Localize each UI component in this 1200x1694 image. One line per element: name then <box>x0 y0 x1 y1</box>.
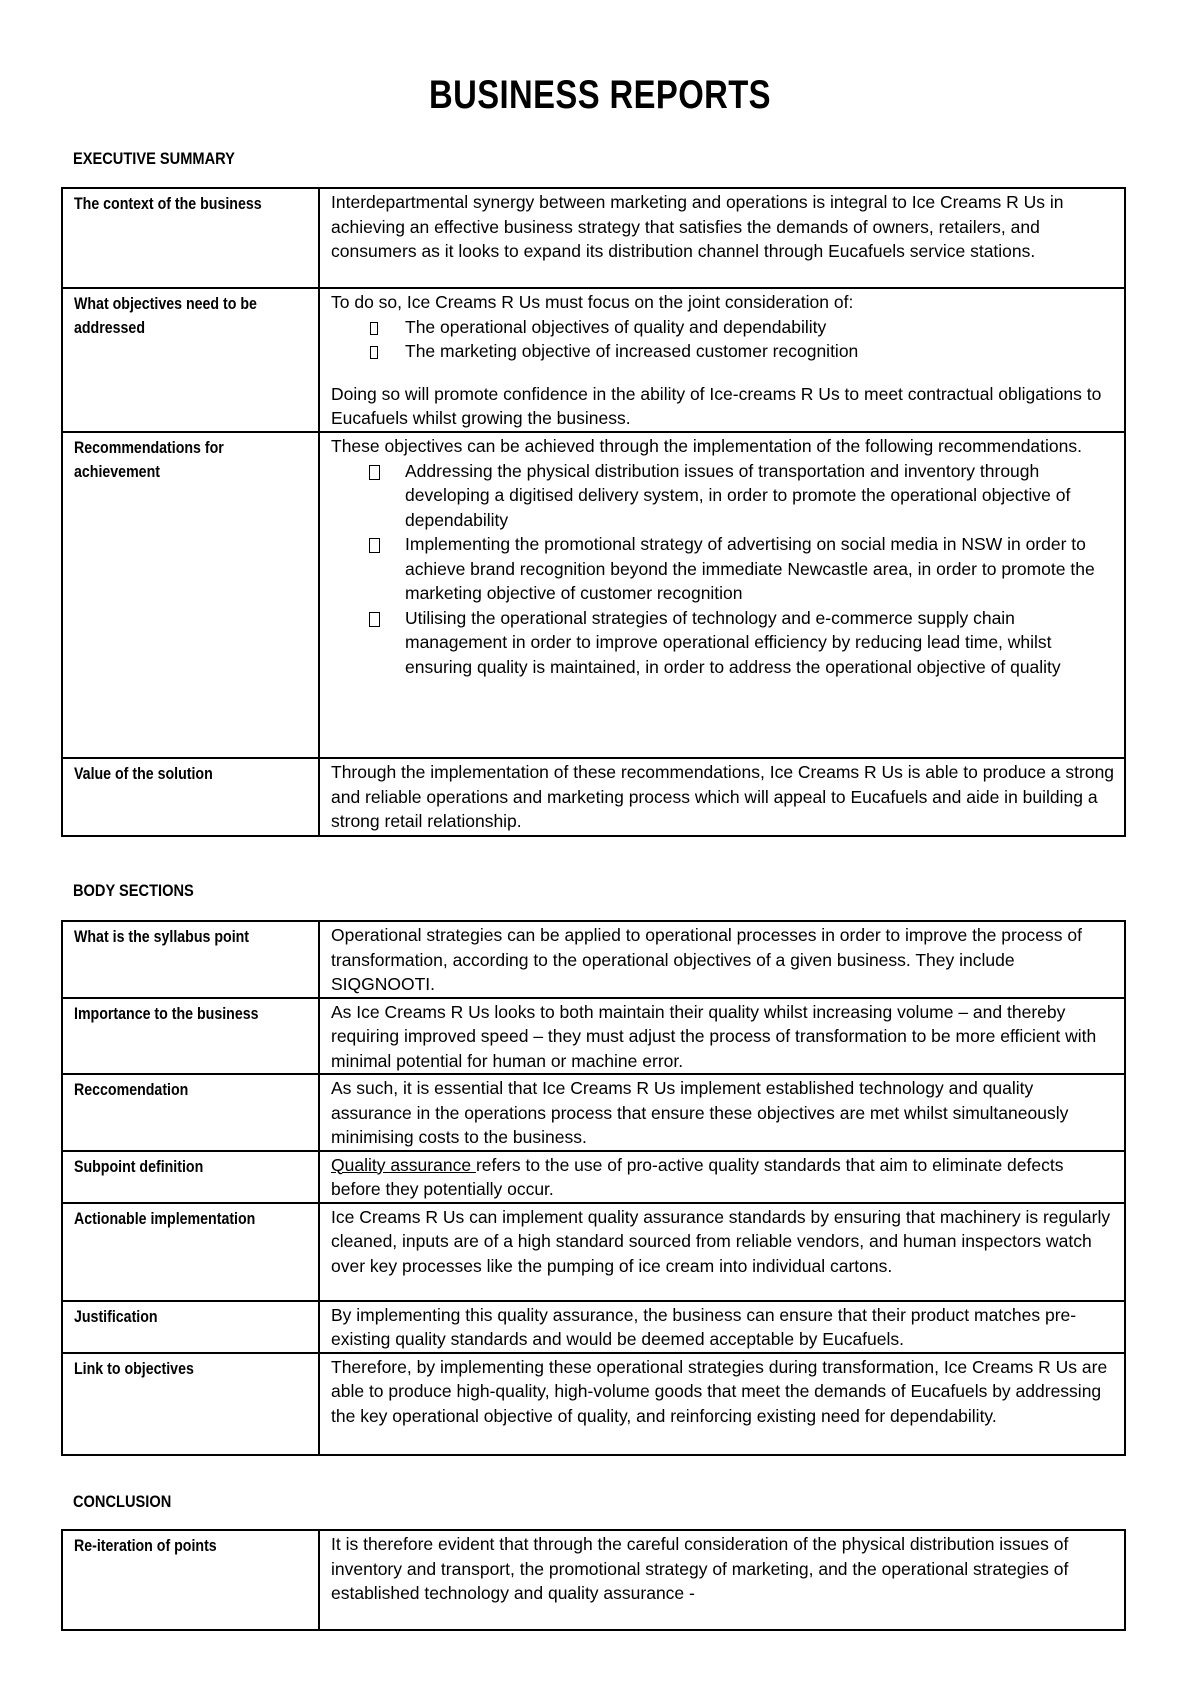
table-row <box>62 1301 1125 1353</box>
row-content: Operational strategies can be applied to operational processes in order to improve the process of transformation, according to the operational objectives of a given business. They include SIQGNOOTI. <box>319 921 1125 998</box>
table-row <box>62 432 1125 758</box>
row-content: As Ice Creams R Us looks to both maintain their quality whilst increasing volume – and thereby requiring improved speed – they must adjust the process of transformation to be more efficient with minimal potential for human or machine error. <box>319 998 1125 1075</box>
table-row <box>62 1203 1125 1301</box>
list-item: The operational objectives of quality and dependability <box>405 315 1116 340</box>
list-item: Addressing the physical distribution issues of transportation and inventory through developing a digitised delivery system, in order to promote the operational objective of dependability <box>405 459 1116 533</box>
table-row <box>62 1530 1125 1630</box>
row-content: It is therefore evident that through the careful consideration of the physical distribution issues of inventory and transport, the promotional strategy of marketing, and the operational strategies of established technology and quality assurance - <box>319 1530 1125 1630</box>
table-row <box>62 758 1125 836</box>
defined-term: Quality assurance <box>331 1154 476 1175</box>
bullet-list <box>331 315 1116 364</box>
list-item: The marketing objective of increased customer recognition <box>405 339 1116 364</box>
row-label: The context of the business <box>62 188 319 288</box>
row-label: Actionable implementation <box>62 1203 319 1301</box>
paragraph: To do so, Ice Creams R Us must focus on the joint consideration of: <box>331 292 854 312</box>
table-row <box>62 998 1125 1075</box>
page-title: BUSINESS REPORTS <box>429 73 771 117</box>
row-label: Recommendations for achievement <box>62 432 319 758</box>
row-label: What is the syllabus point <box>62 921 319 998</box>
row-label: Justification <box>62 1301 319 1353</box>
row-label: Subpoint definition <box>62 1151 319 1203</box>
conclusion-table <box>61 1529 1126 1631</box>
table-row <box>62 1353 1125 1455</box>
row-content <box>319 432 1125 758</box>
table-row <box>62 1151 1125 1203</box>
row-label: Re-iteration of points <box>62 1530 319 1630</box>
table-row <box>62 921 1125 998</box>
table-row <box>62 288 1125 432</box>
list-item: Implementing the promotional strategy of advertising on social media in NSW in order to achieve brand recognition beyond the immediate Newcastle area, in order to promote the marketing objective of customer recognition <box>405 532 1116 606</box>
row-content: Interdepartmental synergy between marketing and operations is integral to Ice Creams R Us in achieving an effective business strategy that satisfies the demands of owners, retailers, and consumers as it looks to expand its distribution channel through Eucafuels service stations. <box>319 188 1125 288</box>
table-row <box>62 188 1125 288</box>
row-content: Through the implementation of these recommendations, Ice Creams R Us is able to produce a strong and reliable operations and marketing process which will appeal to Eucafuels and aide in building a strong retail relationship. <box>319 758 1125 836</box>
table-row <box>62 1074 1125 1151</box>
paragraph: These objectives can be achieved through the implementation of the following recommendations. <box>331 436 1082 456</box>
paragraph: Doing so will promote confidence in the ability of Ice-creams R Us to meet contractual obligations to Eucafuels whilst growing the business. <box>331 383 1102 428</box>
row-content: As such, it is essential that Ice Creams R Us implement established technology and quality assurance in the operations process that ensure these objectives are met whilst simultaneously minimising costs to the business. <box>319 1074 1125 1151</box>
row-label: Reccomendation <box>62 1074 319 1151</box>
row-label: Link to objectives <box>62 1353 319 1455</box>
row-content: Therefore, by implementing these operational strategies during transformation, Ice Creams R Us are able to produce high-quality, high-volume goods that meet the demands of Eucafuels by addressing the key operational objective of quality, and reinforcing existing need for dependability. <box>319 1353 1125 1455</box>
row-label: Value of the solution <box>62 758 319 836</box>
row-content <box>319 1151 1125 1203</box>
executive-summary-table <box>61 187 1126 837</box>
row-label: Importance to the business <box>62 998 319 1075</box>
section-heading-executive-summary: EXECUTIVE SUMMARY <box>73 149 235 168</box>
row-label: What objectives need to be addressed <box>62 288 319 432</box>
section-heading-conclusion: CONCLUSION <box>73 1492 172 1511</box>
definition-text: refers to the use of pro-active quality standards that aim to eliminate defects before they potentially occur. <box>331 1154 1064 1199</box>
list-item: Utilising the operational strategies of technology and e-commerce supply chain management in order to improve operational efficiency by reducing lead time, whilst ensuring quality is maintained, in order to address the operational objective of quality <box>405 606 1116 680</box>
bullet-list <box>331 459 1116 680</box>
row-content: Ice Creams R Us can implement quality assurance standards by ensuring that machinery is regularly cleaned, inputs are of a high standard sourced from reliable vendors, and human inspectors watch over key processes like the pumping of ice cream into individual cartons. <box>319 1203 1125 1301</box>
row-content: By implementing this quality assurance, the business can ensure that their product matches pre-existing quality standards and would be deemed acceptable by Eucafuels. <box>319 1301 1125 1353</box>
row-content <box>319 288 1125 432</box>
section-heading-body-sections: BODY SECTIONS <box>73 881 194 900</box>
body-sections-table <box>61 920 1126 1456</box>
